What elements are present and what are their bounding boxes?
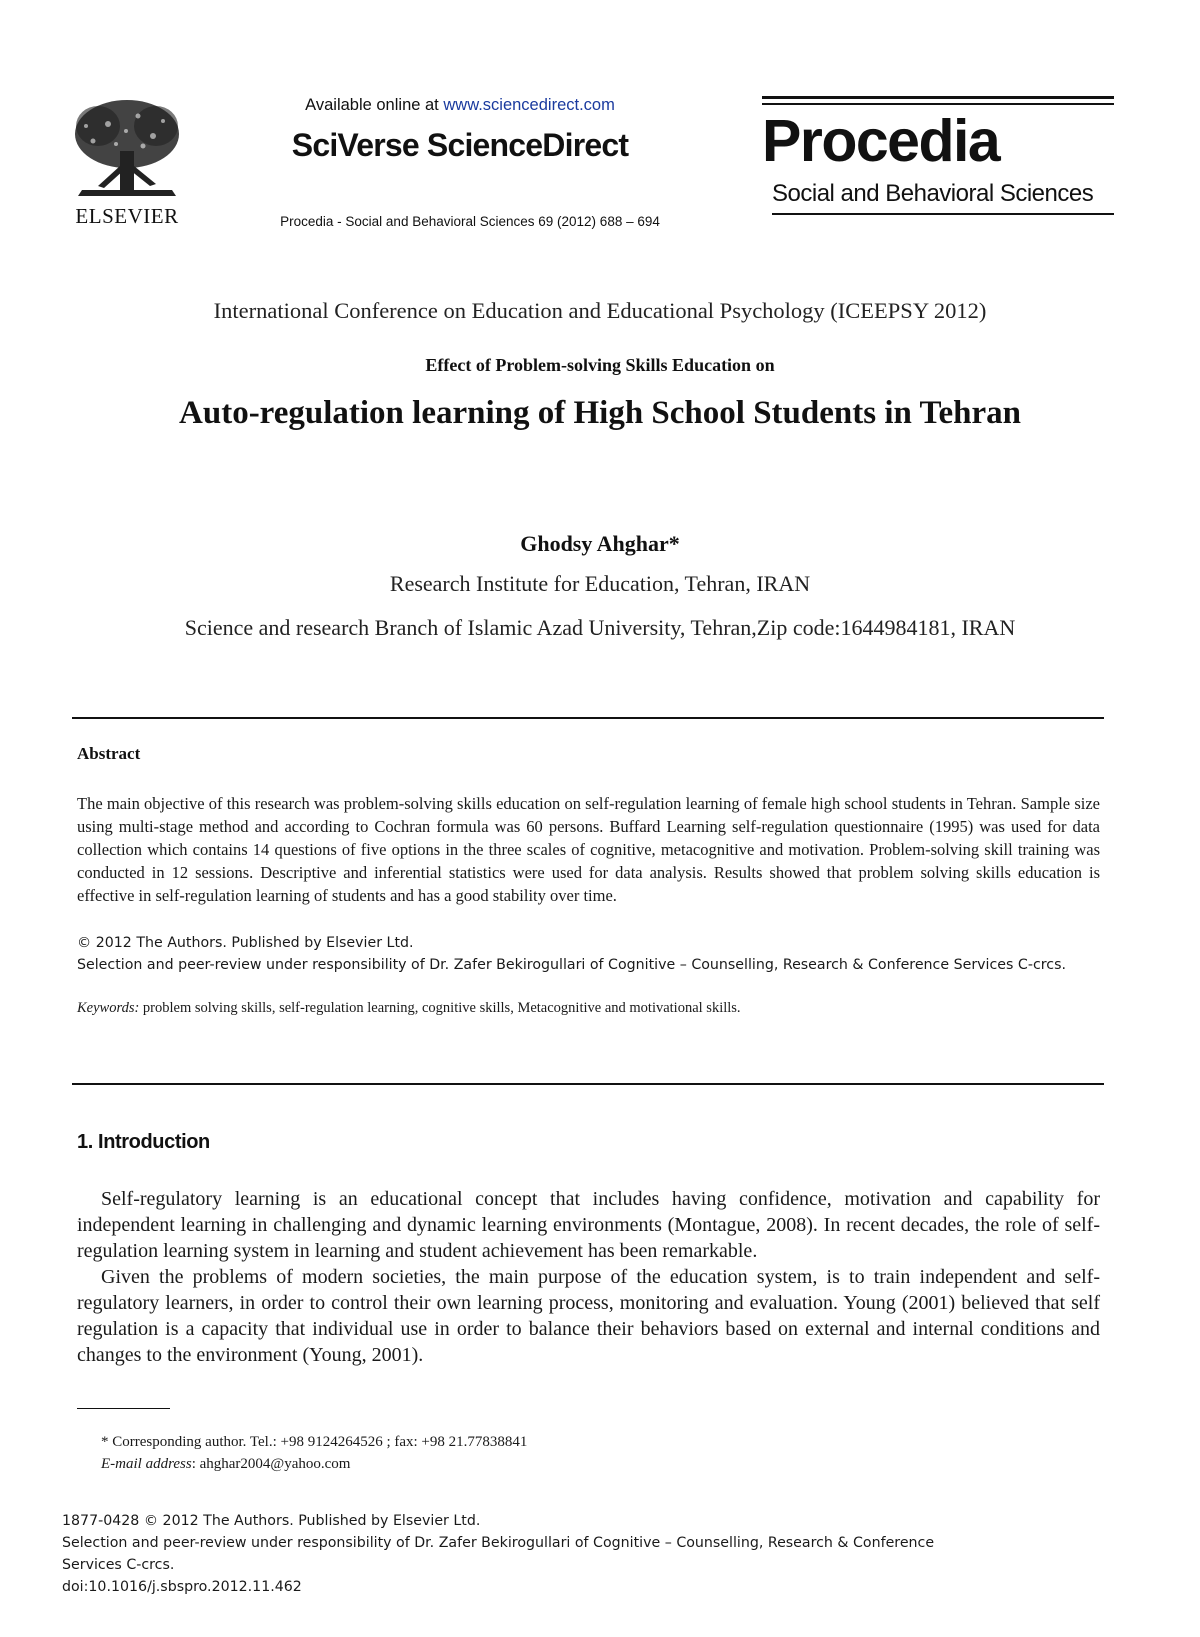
doi-link[interactable]: doi:10.1016/j.sbspro.2012.11.462	[62, 1579, 302, 1595]
author-name: Ghodsy Ahghar*	[520, 531, 680, 556]
email-value[interactable]: : ahghar2004@yahoo.com	[191, 1456, 351, 1472]
elsevier-tree-icon	[68, 96, 186, 202]
affiliation-1: Research Institute for Education, Tehran, IRAN	[389, 571, 811, 596]
procedia-subtitle: Social and Behavioral Sciences	[772, 180, 1094, 207]
availability-line	[250, 96, 670, 115]
procedia-logo	[762, 96, 1114, 216]
abstract-divider-top	[72, 717, 1104, 719]
availability-prefix: Available online at	[305, 96, 444, 114]
footnote-rule	[77, 1408, 170, 1409]
affiliation-2: Science and research Branch of Islamic Azad University, Tehran,Zip code:1644984181, IRAN	[184, 615, 1016, 640]
intro-paragraph-1: Self-regulatory learning is an educational concept that includes having confidence, motivation and capability for independent learning in challenging and dynamic learning environments (Montague, 2008). In recent decades, the role of self-regulation learning system in learning and student achievement has been remarkable.	[77, 1188, 1100, 1262]
journal-reference: Procedia - Social and Behavioral Sciences 69 (2012) 688 – 694	[280, 214, 660, 229]
procedia-rule-top-thin	[762, 103, 1114, 105]
paper-title: Auto-regulation learning of High School Students in Tehran	[179, 395, 1021, 431]
abstract-heading: Abstract	[77, 744, 141, 763]
email-note	[101, 1456, 350, 1473]
sciencedirect-link[interactable]: www.sciencedirect.com	[443, 96, 615, 114]
keywords-label: Keywords:	[77, 1000, 140, 1016]
platform-name: SciVerse ScienceDirect	[291, 127, 629, 163]
abstract-copyright-block	[77, 932, 1100, 976]
keywords	[77, 998, 1100, 1018]
bottom-credit	[62, 1510, 1112, 1598]
conference-name: International Conference on Education and Educational Psychology (ICEEPSY 2012)	[213, 298, 987, 323]
credit-line-3: Services C-crcs.	[62, 1557, 175, 1573]
keywords-list: problem solving skills, self-regulation learning, cognitive skills, Metacognitive and motivational skills.	[139, 1000, 741, 1016]
elsevier-wordmark: ELSEVIER	[75, 204, 179, 228]
abstract-divider-bottom	[72, 1083, 1104, 1085]
abstract-selection: Selection and peer-review under responsibility of Dr. Zafer Bekirogullari of Cognitive – Counselling, Research & Conference Services C-crcs.	[77, 957, 1066, 973]
section-heading-introduction: 1. Introduction	[77, 1131, 210, 1153]
email-label: E-mail address	[101, 1456, 192, 1472]
credit-line-1: 1877-0428 © 2012 The Authors. Published by Elsevier Ltd.	[62, 1513, 481, 1529]
procedia-title: Procedia	[762, 108, 1000, 174]
corresponding-author-note: * Corresponding author. Tel.: +98 9124264526 ; fax: +98 21.77838841	[101, 1434, 528, 1450]
procedia-rule-top	[762, 96, 1114, 99]
credit-line-2: Selection and peer-review under responsibility of Dr. Zafer Bekirogullari of Cognitive – Counselling, Research & Conference	[62, 1535, 935, 1551]
paper-subtitle: Effect of Problem-solving Skills Education on	[425, 355, 775, 375]
abstract-text: The main objective of this research was problem-solving skills education on self-regulation learning of female high school students in Tehran. Sample size using multi-stage method and according to Cochran formula was 60 persons. Buffard Learning self-regulation questionnaire (1995) was used for data collection which contains 14 questions of five options in the three scales of cognitive, metacognitive and motivation. Problem-solving skill training was conducted in 12 sessions. Descriptive and inferential statistics were used for data analysis. Results showed that problem solving skills education is effective in self-regulation learning of students and has a good stability over time.	[77, 794, 1100, 905]
intro-paragraph-2: Given the problems of modern societies, the main purpose of the education system, is to train independent and self-regulatory learners, in order to control their own learning process, monitoring and evaluation. Young (2001) believed that self regulation is a capacity that individual use in order to balance their behaviors based on external and internal conditions and changes to the environment (Young, 2001).	[77, 1266, 1100, 1366]
procedia-rule-bottom	[772, 213, 1114, 215]
abstract-copyright: © 2012 The Authors. Published by Elsevier Ltd.	[77, 935, 414, 951]
elsevier-logo	[68, 96, 186, 231]
